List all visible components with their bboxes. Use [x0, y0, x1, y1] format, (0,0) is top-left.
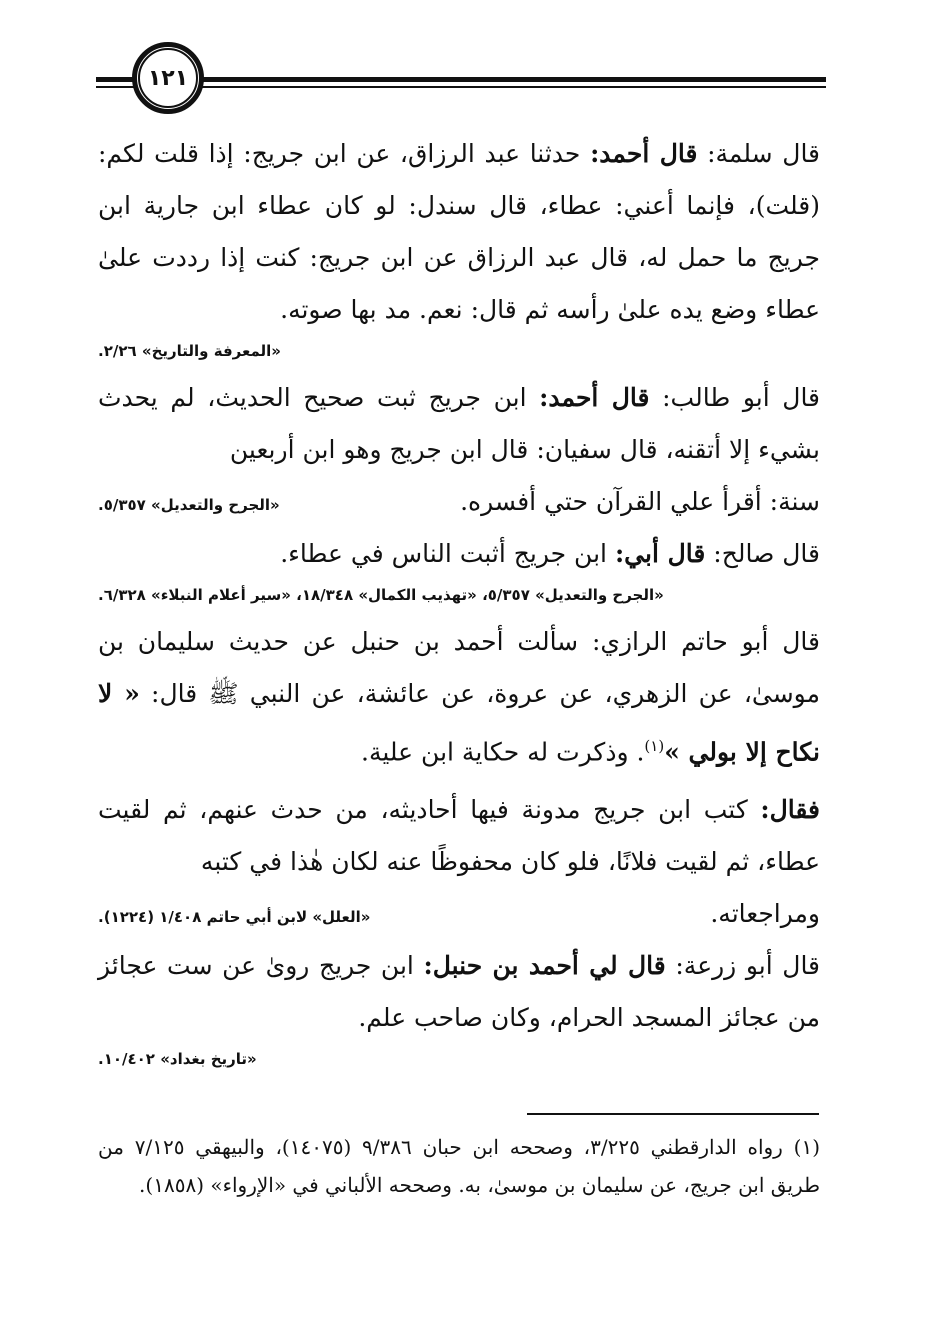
paragraph-bold: قال لي أحمد بن حنبل:: [423, 951, 666, 981]
paragraph-text: ابن جريج ثبت صحيح الحديث، لم يحدث بشيء إلا أتقنه، قال سفيان: قال ابن جريج وهو ابن أربعين: [98, 383, 820, 464]
footnotes: [98, 1128, 820, 1204]
paragraph-bold: قال أحمد:: [539, 383, 650, 412]
paragraph-text: . وذكرت له حكاية ابن علية.: [361, 737, 645, 767]
paragraph-lead: قال أبو طالب:: [649, 383, 821, 412]
citation: «تاريخ بغداد» ١٠/٤٠٢.: [98, 1050, 257, 1069]
paragraph-lead: قال سلمة:: [697, 139, 821, 168]
paragraph: [98, 128, 820, 336]
paragraph-text: حدثنا عبد الرزاق، عن ابن جريج: إذا قلت لكم: (قلت)، فإنما أعني: عطاء، قال سندل: لو كان عطاء ابن جارية ابن جريج ما حمل له، قال عبد الرزاق عن ابن جريج: كنت إذا رددت علىٰ عطاء وضع يده علىٰ رأسه ثم قال: نعم. مد بها صوته.: [98, 139, 820, 324]
paragraph: [98, 784, 820, 888]
paragraph-lead: قال أبو زرعة:: [665, 951, 821, 981]
citation: «العلل» لابن أبي حاتم ١/٤٠٨ (١٢٢٤).: [98, 908, 371, 927]
paragraph-text: قال أبو حاتم الرازي: سألت أحمد بن حنبل عن حديث سليمان بن موسىٰ، عن الزهري، عن عروة، عن عائشة، عن النبي ﷺ قال:: [98, 627, 820, 708]
citation: «المعرفة والتاريخ» ٢/٢٦.: [98, 342, 281, 360]
page-number: ١٢١: [138, 48, 198, 108]
header-rule-left-thin: [96, 86, 136, 88]
citation: «الجرح والتعديل» ٥/٣٥٧، «تهذيب الكمال» ١٨/٣٤٨، «سير أعلام النبلاء» ٦/٣٢٨.: [98, 586, 664, 604]
paragraph-bold: قال أحمد:: [590, 139, 698, 168]
footnote: (١) رواه الدارقطني ٣/٢٢٥، وصححه ابن حبان ٩/٣٨٦ (١٤٠٧٥)، والبيهقي ٧/١٢٥ من طريق ابن جريج، عن سليمان بن موسىٰ، به. وصححه الألباني في «الإرواء» (١٨٥٨).: [98, 1135, 821, 1197]
paragraph-last-line: [98, 888, 820, 940]
footnote-ref[interactable]: (١): [644, 737, 665, 755]
paragraph-text: ومراجعاته.: [710, 899, 820, 929]
page-header: [96, 42, 826, 130]
main-text: [98, 128, 820, 1080]
header-rule-thick: [196, 77, 826, 82]
paragraph-lead: قال صالح:: [705, 539, 820, 568]
paragraph-bold: قال أبي:: [614, 539, 706, 568]
paragraph: [98, 372, 820, 476]
paragraph-last-line: [98, 476, 820, 528]
paragraph: [98, 940, 820, 1044]
paragraph-text: ابن جريج أثبت الناس في عطاء.: [280, 539, 615, 568]
header-rule-left: [96, 77, 136, 82]
header-rule-thin: [196, 86, 826, 88]
paragraph-bold: فقال:: [760, 795, 820, 825]
footnote-divider: [527, 1113, 819, 1115]
paragraph: [98, 528, 820, 580]
page-number-badge: [132, 42, 204, 114]
paragraph-text: كتب ابن جريج مدونة فيها أحاديثه، من حدث عنهم، ثم لقيت عطاء، ثم لقيت فلانًا، فلو كان محفوظًا عنه لكان هٰذا في كتبه: [98, 795, 820, 877]
paragraph-text: سنة: أقرأ علي القرآن حتي أفسره.: [460, 487, 820, 516]
paragraph: [98, 616, 820, 778]
paragraph-text: ابن جريج روىٰ عن ست عجائز من عجائز المسجد الحرام، وكان صاحب علم.: [98, 951, 820, 1033]
citation: «الجرح والتعديل» ٥/٣٥٧.: [98, 496, 280, 514]
hadith-quote: « لا نكاح إلا بولي »: [98, 679, 820, 767]
